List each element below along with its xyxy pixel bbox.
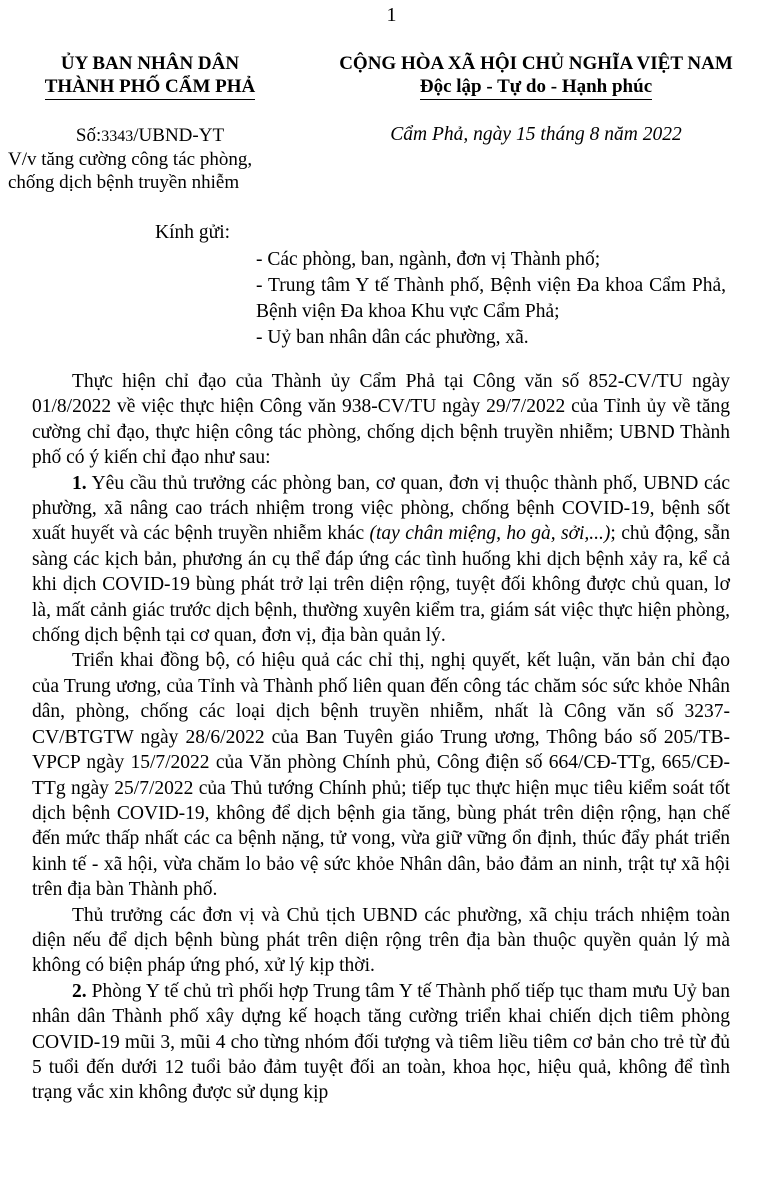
paragraph-item-2 — [32, 979, 730, 1106]
recipients-label: Kính gửi: — [155, 222, 231, 243]
subject-line2: chống dịch bệnh truyền nhiễm — [8, 172, 240, 193]
document-number-prefix: Số: — [75, 125, 102, 146]
recipient-item: - Uỷ ban nhân dân các phường, xã. — [256, 327, 529, 348]
national-title: CỘNG HÒA XÃ HỘI CHỦ NGHĨA VIỆT NAM — [339, 53, 733, 74]
page-number: 1 — [386, 4, 397, 26]
paragraph-item-1 — [32, 471, 730, 649]
paragraph-intro: Thực hiện chỉ đạo của Thành ủy Cẩm Phả tại Công văn số 852-CV/TU ngày 01/8/2022 về việc thực hiện Công văn 938-CV/TU ngày 29/7/2022 của Tỉnh ủy về tăng cường chỉ đạo, thực hiện công tác phòng, chống dịch bệnh truyền nhiễm; UBND Thành phố có ý kiến chỉ đạo như sau: — [32, 371, 730, 469]
issuing-authority — [30, 52, 270, 100]
document-number — [30, 125, 270, 147]
recipient-item: - Các phòng, ban, ngành, đơn vị Thành phố; — [256, 249, 601, 270]
item-number: 1. — [72, 472, 87, 494]
paragraph-responsibility: Thủ trưởng các đơn vị và Chủ tịch UBND các phường, xã chịu trách nhiệm toàn diện nếu để dịch bệnh bùng phát trên diện rộng trên địa bàn thuộc quyền quản lý mà không có biện pháp ứng phó, xử lý kịp thời. — [32, 904, 730, 977]
issuing-authority-line1: ỦY BAN NHÂN DÂN — [60, 53, 240, 74]
national-motto: Độc lập - Tự do - Hạnh phúc — [420, 75, 652, 100]
document-number-value: 3343 — [101, 128, 134, 145]
paragraph-text: Yêu cầu thủ trưởng các phòng ban, cơ quan, đơn vị thuộc thành phố, UBND các phường, xã nâng cao trách nhiệm trong việc phòng, chống bệnh COVID-19, bệnh sốt xuất huyết và các bệnh truyền nhiễm khác — [32, 472, 730, 545]
document-number-suffix: /UBND-YT — [133, 125, 225, 146]
issuing-authority-line2: THÀNH PHỐ CẨM PHẢ — [45, 75, 256, 100]
national-header — [296, 52, 776, 100]
paragraph-text: Phòng Y tế chủ trì phối hợp Trung tâm Y tế Thành phố tiếp tục tham mưu Uỷ ban nhân dân Thành phố xây dựng kế hoạch tăng cường triển khai chiến dịch tiêm phòng COVID-19 mũi 3, mũi 4 cho từng nhóm đối tượng và tiêm liều tiêm cơ bản cho trẻ từ đủ 5 tuổi đến dưới 12 tuổi bảo đảm tuyệt đối an toàn, khoa học, hiệu quả, không để tình trạng vắc xin không được sử dụng kịp — [32, 980, 730, 1104]
paragraph-text: ; chủ động, sẵn sàng các kịch bản, phương án cụ thể đáp ứng các tình huống khi dịch bệnh xảy ra, kể cả khi dịch COVID-19 bùng phát trở lại trên diện rộng, tuyệt đối không được chủ quan, lơ là, mất cảnh giác trước dịch bệnh, thường xuyên kiểm tra, giám sát việc thực hiện phòng, chống dịch bệnh tại cơ quan, đơn vị, địa bàn quản lý. — [32, 523, 730, 647]
paragraph-italic-text: (tay chân miệng, ho gà, sởi,...) — [369, 523, 611, 545]
item-number: 2. — [72, 980, 87, 1002]
document-date: Cẩm Phả, ngày 15 tháng 8 năm 2022 — [390, 124, 682, 145]
document-body — [32, 369, 730, 1106]
subject-line1: V/v tăng cường công tác phòng, — [8, 149, 253, 170]
recipients-list — [256, 247, 726, 351]
recipient-item: - Trung tâm Y tế Thành phố, Bệnh viện Đa khoa Cẩm Phả, Bệnh viện Đa khoa Khu vực Cẩm Phả; — [256, 275, 726, 322]
paragraph-deployment: Triển khai đồng bộ, có hiệu quả các chỉ thị, nghị quyết, kết luận, văn bản chỉ đạo của Trung ương, của Tỉnh và Thành phố liên quan đến công tác chăm sóc sức khỏe Nhân dân, phòng, chống các loại dịch bệnh truyền nhiễm, nhất là Công văn số 3237-CV/BTGTW ngày 28/6/2022 của Ban Tuyên giáo Trung ương, Thông báo số 205/TB-VPCP ngày 15/7/2022 của Văn phòng Chính phủ, Công điện số 664/CĐ-TTg, 665/CĐ-TTg ngày 25/7/2022 của Thủ tướng Chính phủ; tiếp tục thực hiện mục tiêu kiểm soát tốt dịch bệnh COVID-19, không để dịch bệnh gia tăng, bùng phát trên diện rộng, hạn chế đến mức thấp nhất các ca bệnh nặng, tử vong, vừa giữ vững ổn định, thúc đẩy phát triển kinh tế - xã hội, vừa chăm lo bảo vệ sức khỏe Nhân dân, bảo đảm an ninh, trật tự xã hội trên địa bàn Thành phố. — [32, 650, 730, 901]
document-subject — [8, 148, 288, 194]
